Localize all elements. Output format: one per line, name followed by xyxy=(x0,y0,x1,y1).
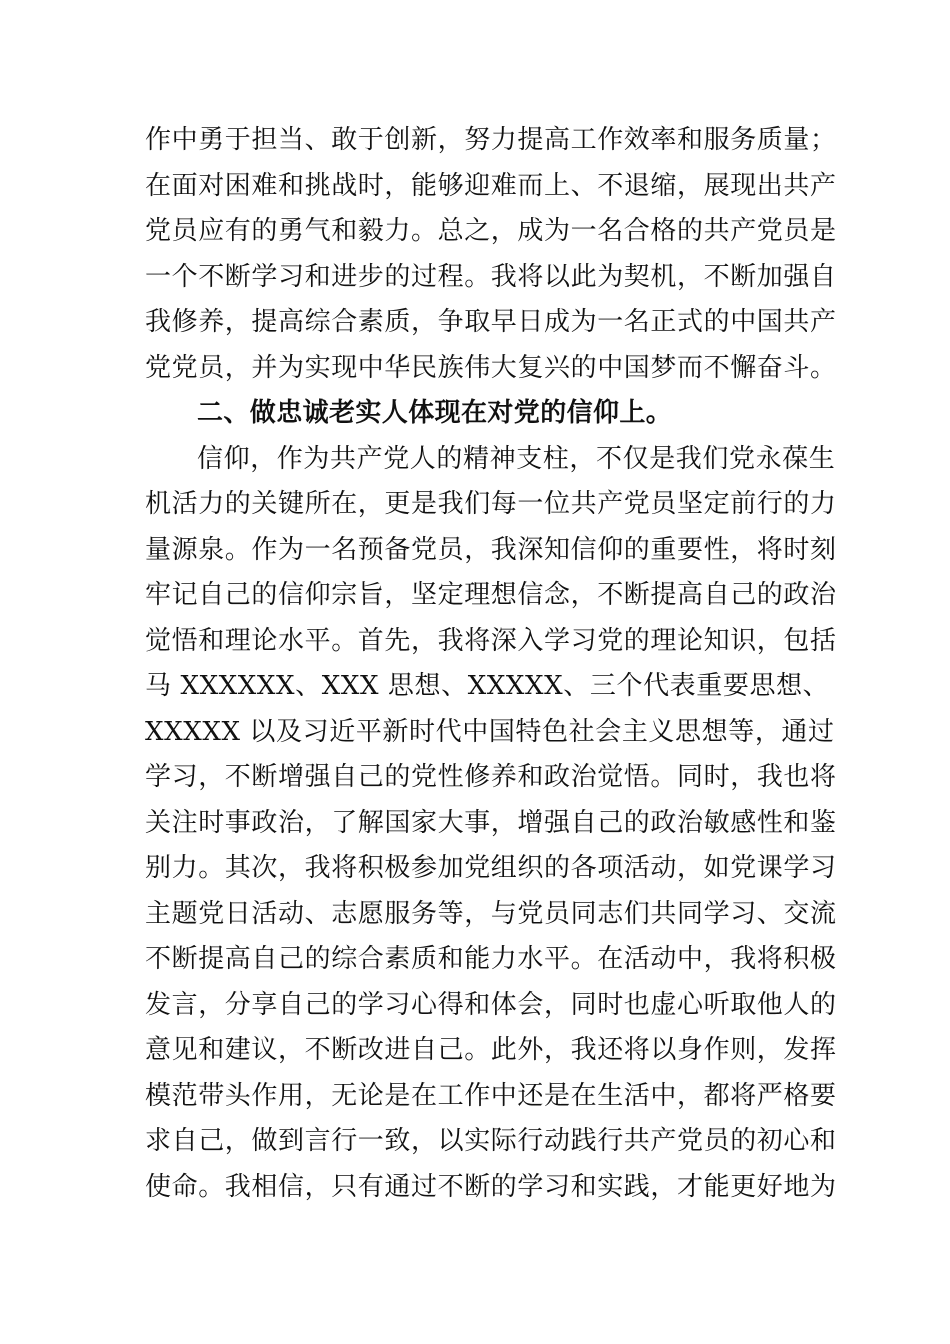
text-line: 量源泉。作为一名预备党员，我深知信仰的重要性，将时刻 xyxy=(145,534,837,565)
text-line: 在面对困难和挑战时，能够迎难而上、不退缩，展现出共产 xyxy=(145,170,837,201)
paragraph-continuation xyxy=(145,118,837,391)
text-line: 求自己，做到言行一致，以实际行动践行共产党员的初心和 xyxy=(145,1126,837,1156)
text-line: 使命。我相信，只有通过不断的学习和实践，才能更好地为 xyxy=(145,1171,837,1202)
text-line: 牢记自己的信仰宗旨，坚定理想信念，不断提高自己的政治 xyxy=(145,580,837,610)
text-line: 党员应有的勇气和毅力。总之，成为一名合格的共产党员是 xyxy=(145,216,837,246)
text-line: 一个不断学习和进步的过程。我将以此为契机，不断加强自 xyxy=(145,261,837,292)
text-line: 觉悟和理论水平。首先，我将深入学习党的理论知识，包括 xyxy=(145,625,837,656)
document-page xyxy=(145,118,837,1210)
text-line: 发言，分享自己的学习心得和体会，同时也虚心听取他人的 xyxy=(145,989,837,1020)
text-line: 别力。其次，我将积极参加党组织的各项活动，如党课学习 xyxy=(145,853,837,883)
text-line: 主题党日活动、志愿服务等，与党员同志们共同学习、交流 xyxy=(145,898,837,929)
text-line: 意见和建议，不断改进自己。此外，我还将以身作则，发挥 xyxy=(145,1035,837,1065)
section-heading: 二、做忠诚老实人体现在对党的信仰上。 xyxy=(197,398,673,428)
paragraph-faith xyxy=(145,437,837,1211)
text-line: 关注时事政治，了解国家大事，增强自己的政治敏感性和鉴 xyxy=(145,807,837,838)
text-line: 作中勇于担当、敢于创新，努力提高工作效率和服务质量； xyxy=(145,125,837,155)
text-line: XXXXX 以及习近平新时代中国特色社会主义思想等，通过 xyxy=(145,716,835,747)
text-line: 模范带头作用，无论是在工作中还是在生活中，都将严格要 xyxy=(145,1080,837,1111)
text-line: 不断提高自己的综合素质和能力水平。在活动中，我将积极 xyxy=(145,944,837,974)
text-line: 党党员，并为实现中华民族伟大复兴的中国梦而不懈奋斗。 xyxy=(145,352,837,383)
text-line: 马 XXXXXX、XXX 思想、XXXXX、三个代表重要思想、 xyxy=(145,671,830,701)
text-line: 我修养，提高综合素质，争取早日成为一名正式的中国共产 xyxy=(145,307,837,337)
text-line: 学习，不断增强自己的党性修养和政治觉悟。同时，我也将 xyxy=(145,762,837,792)
text-line: 机活力的关键所在，更是我们每一位共产党员坚定前行的力 xyxy=(145,489,837,519)
text-line: 信仰，作为共产党人的精神支柱，不仅是我们党永葆生 xyxy=(197,443,836,474)
